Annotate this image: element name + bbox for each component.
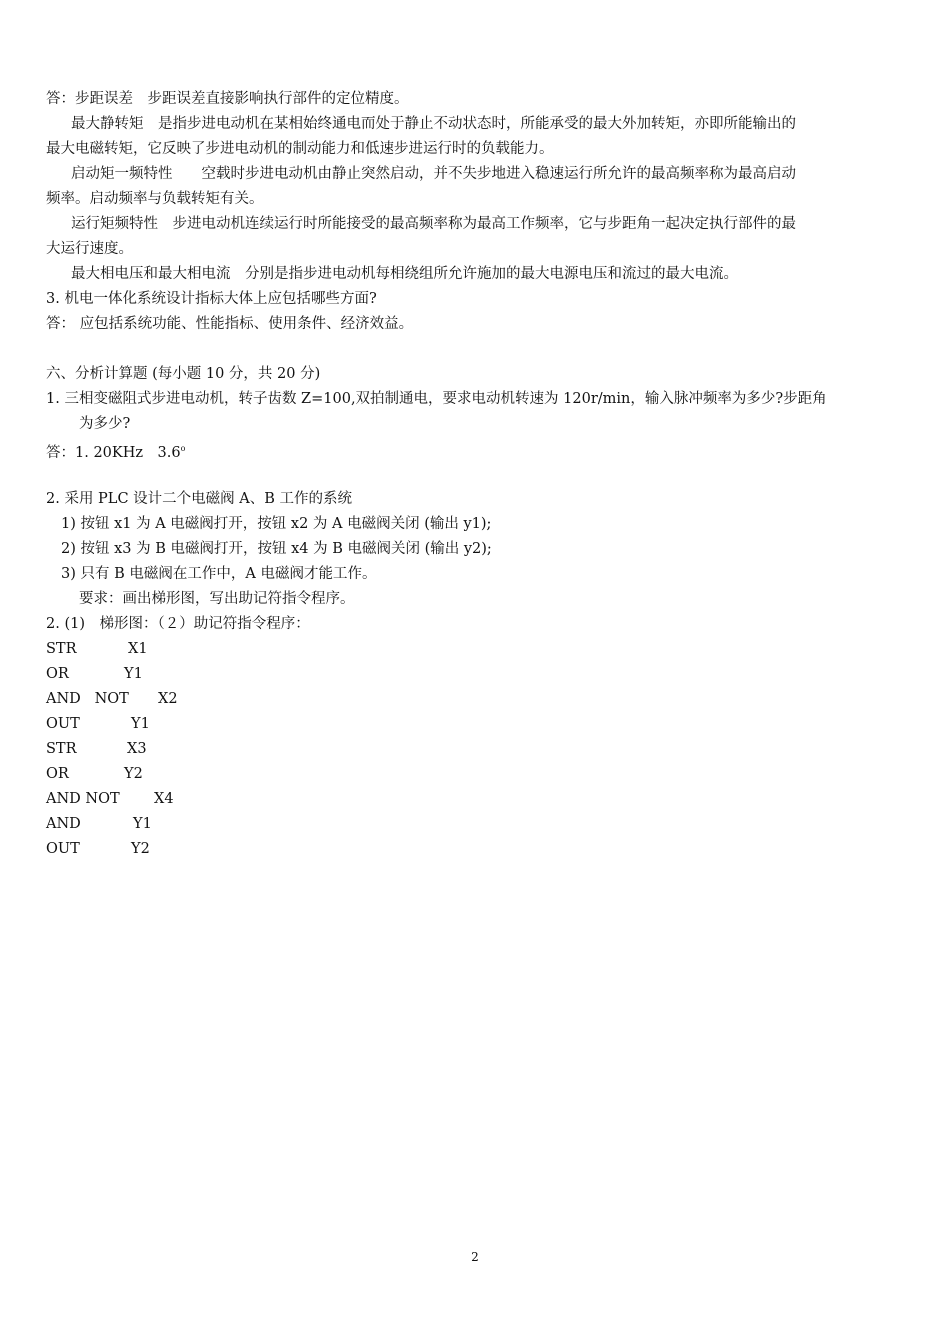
program-op: AND NOT: [46, 691, 129, 707]
degree-mark: o: [180, 444, 186, 453]
answer-1-text: 答：1. 20KHz 3.6: [46, 444, 181, 461]
start-freq-line1: 启动矩一频特性 空载时步进电动机由静止突然启动，并不失步地进入稳速运行所允许的最高频率称为最高启动: [71, 166, 796, 182]
answer-3: 答： 应包括系统功能、性能指标、使用条件、经济效益。: [46, 316, 414, 332]
run-freq-line2: 大运行速度。: [46, 241, 133, 257]
program-line: [46, 714, 150, 734]
program-arg: Y2: [131, 841, 150, 857]
question-2: 2. 采用 PLC 设计二个电磁阀 A、B 工作的系统: [46, 491, 352, 507]
program-line: [46, 739, 147, 759]
max-phase-voltage-line: 最大相电压和最大相电流 分别是指步进电动机每相绕组所允许施加的最大电源电压和流过的最大电流。: [71, 266, 738, 282]
program-arg: Y1: [124, 666, 143, 682]
program-op: AND: [46, 816, 81, 832]
max-static-torque-line2: 最大电磁转矩，它反映了步进电动机的制动能力和低速步进运行时的负载能力。: [46, 141, 554, 157]
program-arg: X4: [154, 791, 174, 807]
program-arg: X1: [128, 641, 148, 657]
program-arg: X2: [158, 691, 178, 707]
program-arg: Y1: [131, 716, 150, 732]
max-static-torque-line1: 最大静转矩 是指步进电动机在某相始终通电而处于静止不动状态时，所能承受的最大外加转矩，亦即所能输出的: [71, 116, 796, 132]
program-line: [46, 639, 148, 659]
question-3: 3. 机电一体化系统设计指标大体上应包括哪些方面?: [46, 291, 377, 307]
answer-2-heading: 2. (1) 梯形图：（２）助记符指令程序：: [46, 616, 310, 632]
answer-1: [46, 439, 908, 463]
program-arg: Y1: [133, 816, 152, 832]
requirement-3: 3) 只有 B 电磁阀在工作中，A 电磁阀才能工作。: [61, 566, 377, 582]
program-line: [46, 764, 143, 784]
requirement-2: 2) 按钮 x3 为 B 电磁阀打开，按钮 x4 为 B 电磁阀关闭 (输出 y2);: [61, 541, 492, 557]
program-op: STR: [46, 741, 77, 757]
program-op: STR: [46, 641, 77, 657]
answer-step-error: 答：步距误差 步距误差直接影响执行部件的定位精度。: [46, 91, 409, 107]
program-line: [46, 814, 152, 834]
section-heading: 六、分析计算题 (每小题 10 分，共 20 分): [46, 366, 321, 382]
requirement-1: 1) 按钮 x1 为 A 电磁阀打开，按钮 x2 为 A 电磁阀关闭 (输出 y1);: [61, 516, 492, 532]
program-line: [46, 839, 150, 859]
program-op: OUT: [46, 841, 80, 857]
requirement-task: 要求：画出梯形图，写出助记符指令程序。: [79, 591, 355, 607]
program-op: OR: [46, 766, 69, 782]
program-arg: X3: [127, 741, 147, 757]
question-1-line1: 1. 三相变磁阻式步进电动机，转子齿数 Z=100,双拍制通电，要求电动机转速为 120r/min，输入脉冲频率为多少?步距角: [46, 391, 827, 407]
run-freq-line1: 运行矩频特性 步进电动机连续运行时所能接受的最高频率称为最高工作频率，它与步距角一起决定执行部件的最: [71, 216, 796, 232]
program-op: OUT: [46, 716, 80, 732]
program-op: OR: [46, 666, 69, 682]
program-line: [46, 664, 143, 684]
program-line: [46, 689, 178, 709]
program-op: AND NOT: [46, 791, 120, 807]
page-number: 2: [471, 1250, 479, 1264]
program-line: [46, 789, 174, 809]
program-arg: Y2: [124, 766, 143, 782]
question-1-line2: 为多少?: [79, 416, 131, 432]
start-freq-line2: 频率。启动频率与负载转矩有关。: [46, 191, 264, 207]
